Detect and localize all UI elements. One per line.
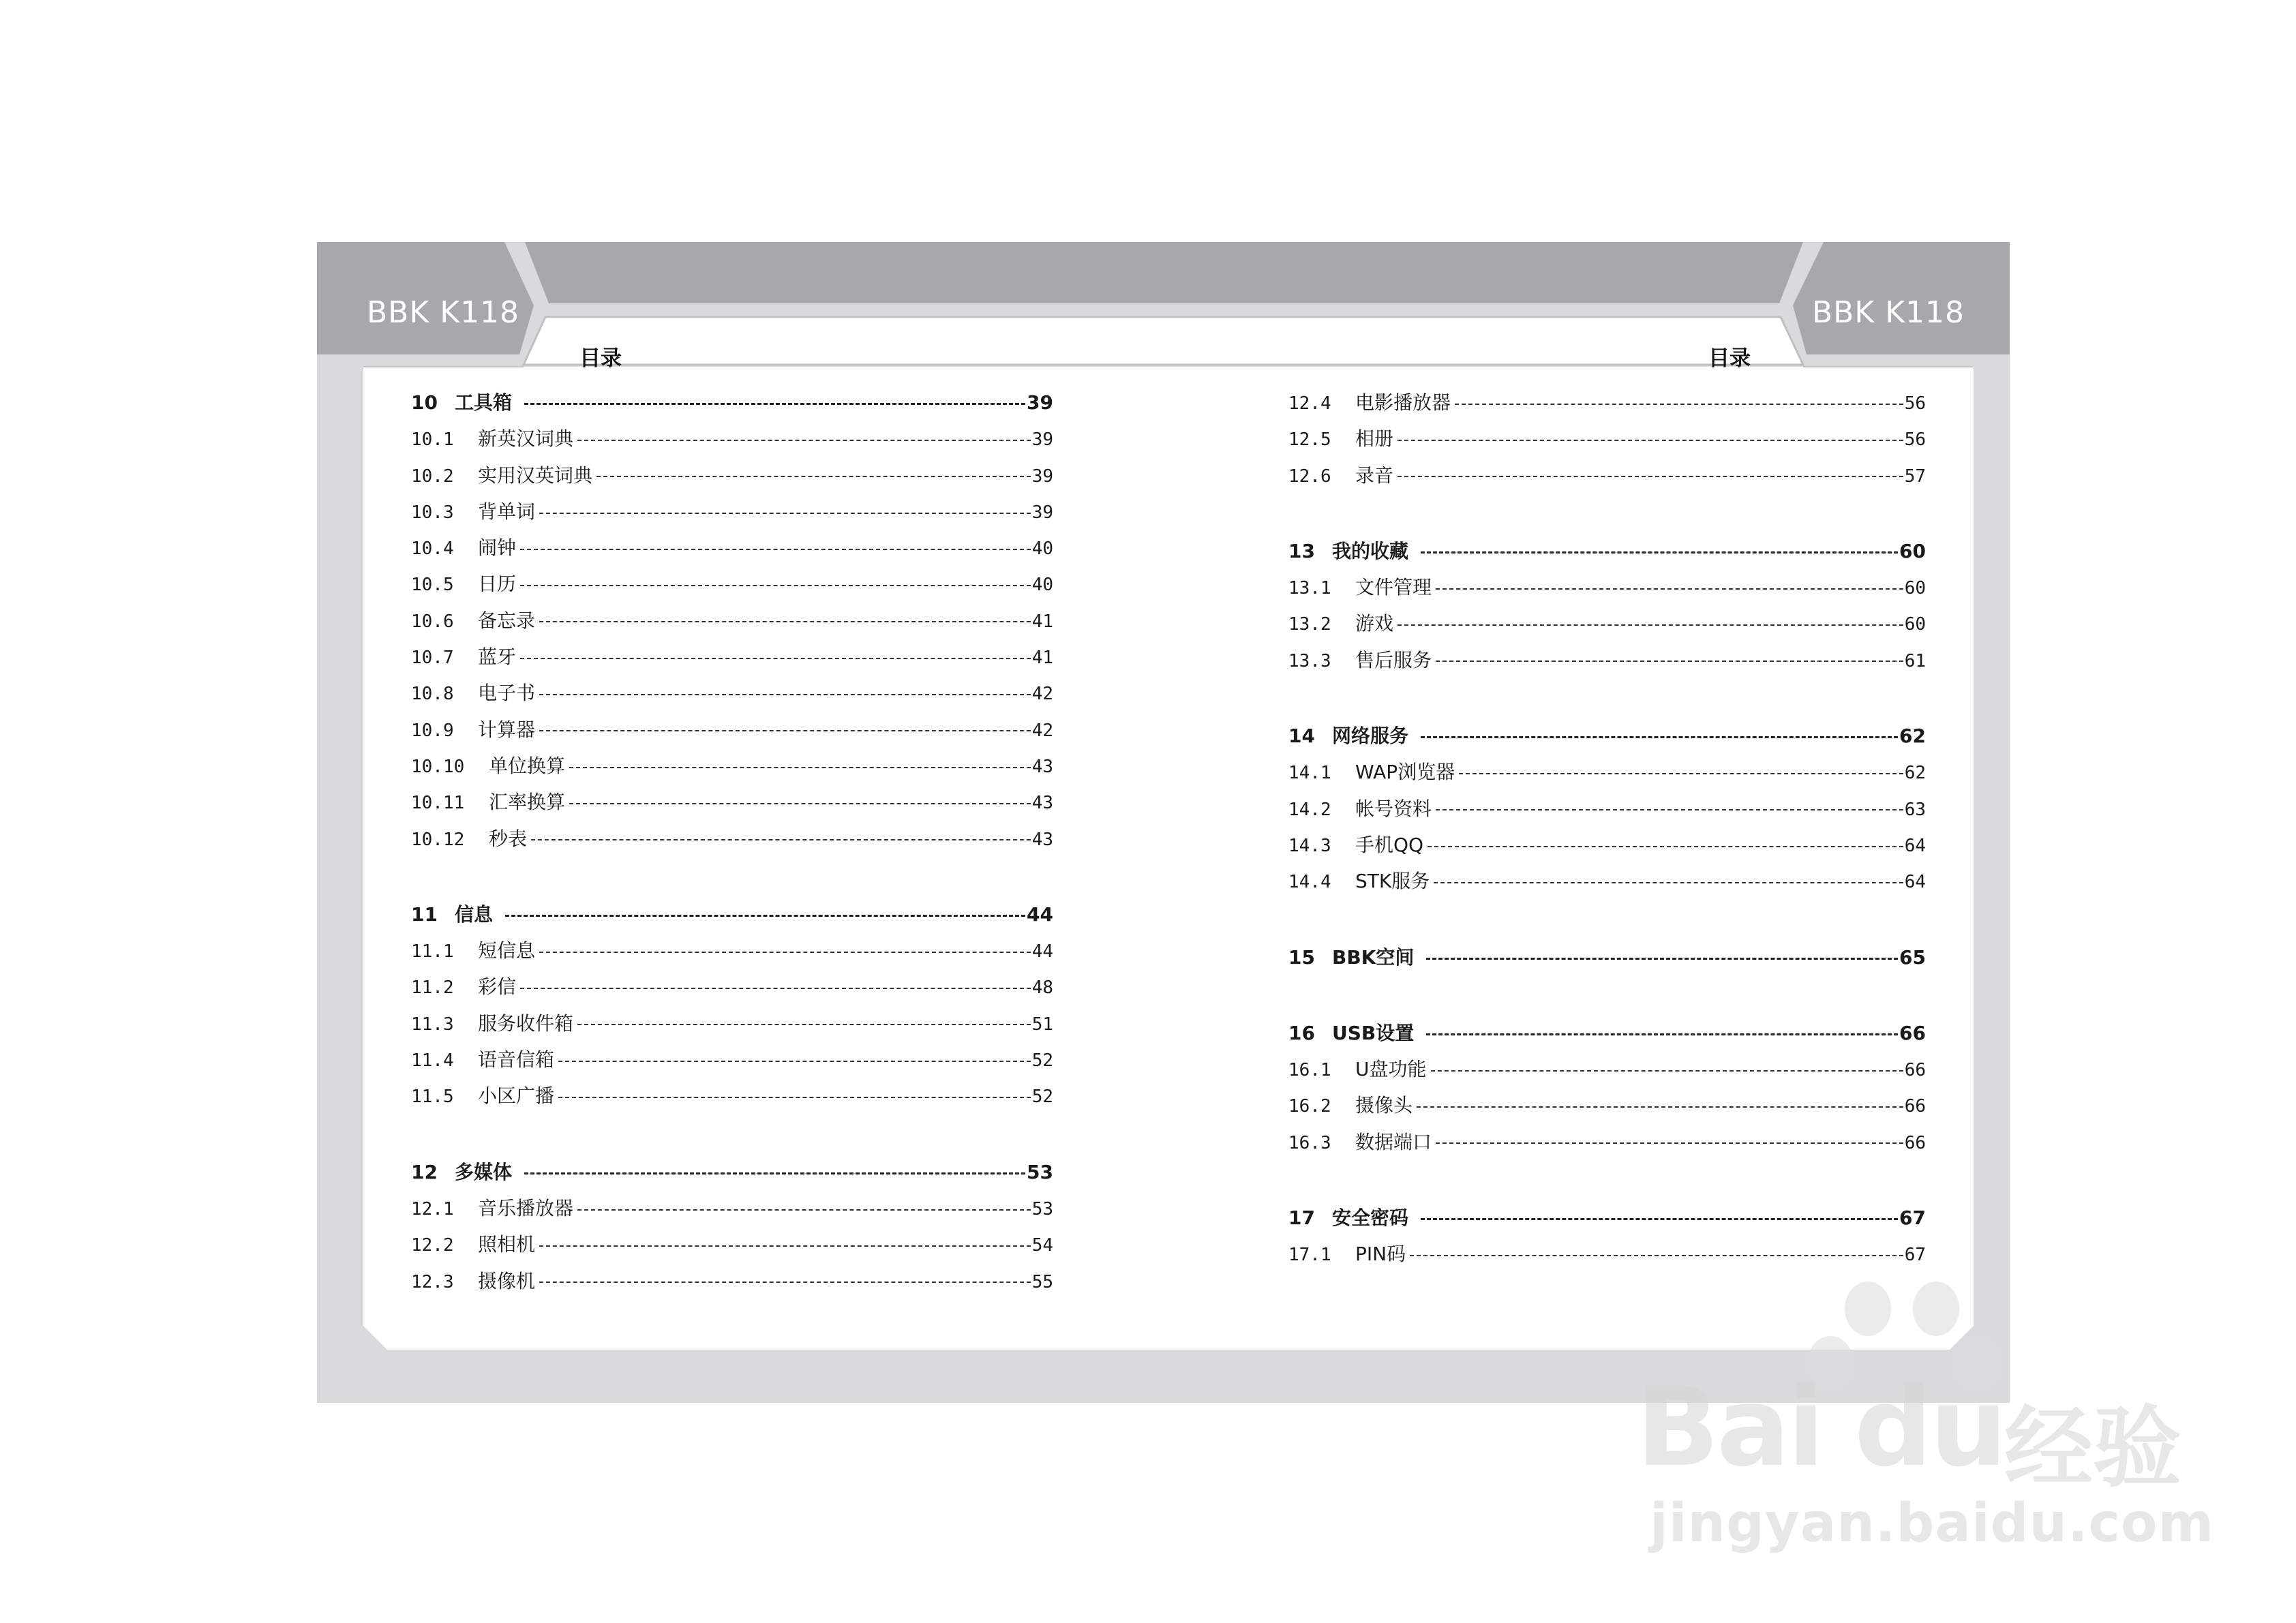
toc-number: 12.5 [1288,429,1331,451]
toc-spacer [411,1114,1053,1154]
toc-spacer [1288,678,1926,718]
toc-dash-leader [1428,846,1903,847]
toc-dash-leader [539,730,1031,731]
toc-spacer [1288,494,1926,533]
toc-chapter-row [1288,939,1926,975]
toc-title: 计算器 [478,718,536,741]
toc-title: 多媒体 [455,1160,513,1183]
toc-title: 帐号资料 [1355,797,1432,820]
toc-number: 10.3 [411,502,454,523]
toc-title: 服务收件箱 [478,1012,574,1035]
toc-dash-leader [505,915,1025,917]
toc-number: 10.5 [411,575,454,596]
toc-title: 照相机 [478,1233,536,1256]
watermark-suffix: 经验 [2004,1396,2182,1500]
toc-page-number: 41 [1031,648,1053,669]
title-strip [524,317,1803,365]
toc-page-number: 41 [1031,611,1053,632]
toc-number: 16 [1288,1021,1315,1044]
toc-number: 10 [411,391,438,414]
toc-number: 13.3 [1288,650,1331,671]
toc-dash-leader [577,440,1031,441]
toc-entry-row [1288,1124,1926,1160]
toc-dash-leader [596,476,1031,477]
toc-page-number: 61 [1904,650,1926,671]
toc-page-number: 40 [1031,575,1053,596]
toc-title: 音乐播放器 [478,1196,574,1219]
toc-title: 游戏 [1355,612,1394,635]
section-title-right: 目录 [1708,346,1751,371]
toc-entry-row [411,1078,1053,1114]
toc-entry-row [1288,863,1926,899]
toc-number: 12.6 [1288,466,1331,487]
toc-title: STK服务 [1355,870,1430,893]
toc-entry-row [411,932,1053,969]
toc-dash-leader [539,1245,1031,1247]
toc-page-number: 57 [1904,466,1926,487]
baidu-jingyan-watermark [1636,1281,2214,1568]
toc-dash-leader [539,621,1031,622]
toc-dash-leader [520,658,1031,659]
toc-number: 10.7 [411,648,454,669]
toc-dash-leader [531,839,1031,840]
toc-title: 摄像机 [478,1269,536,1292]
toc-dash-leader [1431,1070,1903,1072]
toc-spacer [1288,900,1926,939]
toc-dash-leader [520,549,1031,550]
toc-entry-row [411,1226,1053,1262]
toc-number: 10.10 [411,756,465,777]
toc-page-number: 66 [1899,1021,1926,1044]
toc-dash-leader [1436,588,1903,590]
toc-title: 实用汉英词典 [478,464,593,487]
toc-entry-row [1288,791,1926,827]
toc-title: 背单词 [478,500,536,523]
toc-dash-leader [1398,624,1903,626]
watermark-logo-text: Bai [1636,1363,1822,1491]
toc-number: 16.1 [1288,1060,1331,1081]
toc-page-number: 56 [1904,429,1926,451]
toc-dash-leader [1436,661,1903,662]
toc-page-number: 42 [1031,720,1053,741]
toc-title: 备忘录 [478,609,536,632]
toc-page-number: 53 [1031,1198,1053,1219]
toc-right-column [1288,384,1926,1273]
toc-number: 16.2 [1288,1096,1331,1117]
toc-chapter-row [1288,1200,1926,1236]
toc-entry-row [411,712,1053,748]
toc-dash-leader [524,403,1025,405]
toc-dash-leader [1398,440,1903,441]
toc-title: 彩信 [478,975,517,999]
toc-title: 电影播放器 [1355,391,1451,414]
toc-entry-row [411,494,1053,530]
toc-page-number: 52 [1031,1087,1053,1108]
toc-entry-row [411,639,1053,675]
toc-title: 闹钟 [478,536,517,560]
toc-number: 13.1 [1288,578,1331,599]
toc-entry-row [411,1190,1053,1226]
toc-entry-row [411,969,1053,1005]
toc-title: U盘功能 [1355,1058,1427,1081]
toc-title: 相册 [1355,427,1394,451]
toc-page-number: 60 [1904,578,1926,599]
toc-entry-row [411,566,1053,602]
toc-chapter-row [1288,533,1926,569]
toc-page-number: 44 [1027,902,1053,926]
toc-dash-leader [1459,773,1903,774]
toc-page-number: 44 [1031,941,1053,962]
toc-number: 14.4 [1288,872,1331,893]
toc-page-number: 54 [1031,1235,1053,1256]
toc-left-column [411,384,1053,1299]
toc-title: 信息 [455,902,494,926]
toc-number: 10.8 [411,684,454,705]
toc-dash-leader [1426,1033,1898,1035]
toc-spacer [1288,1160,1926,1200]
toc-page-number: 51 [1031,1014,1053,1035]
toc-dash-leader [1421,1218,1898,1220]
toc-number: 14 [1288,725,1315,748]
toc-title: 网络服务 [1332,725,1409,748]
toc-page-number: 53 [1027,1160,1053,1183]
toc-page-number: 64 [1904,872,1926,893]
toc-title: 安全密码 [1332,1207,1409,1230]
toc-entry-row [411,530,1053,566]
toc-entry-row [411,1042,1053,1078]
toc-page-number: 64 [1904,835,1926,856]
toc-entry-row [411,1005,1053,1042]
toc-dash-leader [539,1281,1031,1283]
toc-dash-leader [520,988,1031,989]
toc-number: 10.12 [411,829,465,850]
toc-dash-leader [1426,958,1898,960]
toc-entry-row [411,821,1053,857]
toc-number: 10.6 [411,611,454,632]
toc-title: PIN码 [1355,1243,1406,1266]
toc-chapter-row [1288,718,1926,754]
toc-number: 10.2 [411,466,454,487]
toc-page-number: 66 [1904,1132,1926,1153]
toc-chapter-row [411,1154,1053,1190]
toc-dash-leader [577,1209,1031,1211]
toc-number: 11 [411,902,438,926]
toc-entry-row [1288,384,1926,421]
brand-label-right: BBK K118 [1812,295,1965,330]
toc-title: 秒表 [489,827,528,850]
toc-entry-row [1288,1236,1926,1272]
section-title-left: 目录 [579,346,622,371]
toc-number: 11.4 [411,1050,454,1072]
toc-title: 小区广播 [478,1084,555,1108]
toc-number: 11.3 [411,1014,454,1035]
toc-page-number: 43 [1031,793,1053,814]
toc-dash-leader [539,952,1031,953]
toc-page-number: 62 [1899,725,1926,748]
toc-number: 14.3 [1288,835,1331,856]
toc-number: 10.11 [411,793,465,814]
toc-entry-row [411,1263,1053,1299]
toc-dash-leader [520,585,1031,586]
toc-number: 17.1 [1288,1245,1331,1266]
toc-title: 短信息 [478,939,536,962]
toc-page-number: 55 [1031,1271,1053,1292]
toc-number: 16.3 [1288,1132,1331,1153]
toc-page-number: 40 [1031,539,1053,560]
toc-page-number: 65 [1899,945,1926,969]
toc-dash-leader [1410,1255,1903,1256]
toc-dash-leader [539,513,1031,514]
toc-number: 12 [411,1160,438,1183]
toc-number: 10.4 [411,539,454,560]
toc-chapter-row [411,384,1053,421]
toc-page-number: 67 [1899,1207,1926,1230]
toc-number: 11.5 [411,1087,454,1108]
toc-number: 12.2 [411,1235,454,1256]
toc-entry-row [1288,457,1926,494]
toc-page-number: 66 [1904,1060,1926,1081]
toc-number: 11.1 [411,941,454,962]
toc-entry-row [1288,642,1926,678]
toc-dash-leader [1421,736,1898,738]
toc-number: 13.2 [1288,614,1331,635]
toc-title: 日历 [478,573,517,596]
toc-entry-row [411,675,1053,711]
toc-entry-row [1288,569,1926,605]
toc-page-number: 43 [1031,756,1053,777]
toc-entry-row [1288,605,1926,641]
toc-dash-leader [539,694,1031,695]
toc-page-number: 48 [1031,977,1053,999]
watermark-logo-text-2: du [1854,1363,2005,1491]
toc-title: 工具箱 [455,391,513,414]
toc-page-number: 42 [1031,684,1053,705]
toc-title: 汇率换算 [489,791,566,814]
toc-title: 售后服务 [1355,648,1432,671]
toc-title: 摄像头 [1355,1094,1413,1117]
toc-spacer [411,857,1053,896]
toc-title: 语音信箱 [478,1048,555,1072]
center-top-band [525,242,1803,303]
toc-dash-leader [1436,809,1903,810]
toc-dash-leader [1421,551,1898,553]
toc-chapter-row [411,896,1053,932]
toc-number: 14.1 [1288,763,1331,784]
toc-page-number: 39 [1027,391,1053,414]
toc-dash-leader [1434,882,1903,883]
toc-entry-row [1288,421,1926,457]
toc-number: 14.2 [1288,799,1331,820]
toc-title: 电子书 [478,682,536,705]
toc-entry-row [1288,1087,1926,1123]
toc-page-number: 39 [1031,502,1053,523]
brand-label-left: BBK K118 [367,295,520,330]
toc-entry-row [411,421,1053,457]
toc-page-number: 60 [1904,614,1926,635]
toc-entry-row [1288,827,1926,863]
toc-chapter-row [1288,1015,1926,1051]
toc-page-number: 56 [1904,393,1926,414]
toc-entry-row [1288,754,1926,790]
toc-entry-row [411,603,1053,639]
toc-title: 数据端口 [1355,1130,1432,1153]
toc-number: 12.1 [411,1198,454,1219]
toc-page-number: 66 [1904,1096,1926,1117]
toc-page-number: 39 [1031,429,1053,451]
toc-title: 手机QQ [1355,833,1424,856]
watermark-url: jingyan.baidu.com [1650,1493,2214,1554]
toc-page-number: 62 [1904,763,1926,784]
toc-entry-row [1288,1051,1926,1087]
toc-title: 我的收藏 [1332,539,1409,562]
toc-spacer [1288,975,1926,1015]
toc-entry-row [411,457,1053,494]
toc-dash-leader [558,1097,1031,1098]
toc-dash-leader [1398,476,1903,477]
toc-title: 蓝牙 [478,646,517,669]
toc-entry-row [411,784,1053,820]
toc-title: 新英汉词典 [478,427,574,451]
toc-title: WAP浏览器 [1355,761,1455,784]
toc-number: 10.1 [411,429,454,451]
toc-dash-leader [569,767,1031,768]
toc-title: BBK空间 [1332,945,1415,969]
toc-number: 17 [1288,1207,1315,1230]
toc-entry-row [411,748,1053,784]
toc-number: 13 [1288,539,1315,562]
toc-dash-leader [1436,1142,1903,1144]
toc-title: USB设置 [1332,1021,1415,1044]
toc-title: 单位换算 [489,754,566,777]
toc-dash-leader [1455,404,1903,405]
toc-number: 12.3 [411,1271,454,1292]
toc-page-number: 52 [1031,1050,1053,1072]
toc-number: 10.9 [411,720,454,741]
toc-dash-leader [524,1172,1025,1174]
toc-number: 11.2 [411,977,454,999]
toc-dash-leader [577,1024,1031,1025]
toc-page-number: 43 [1031,829,1053,850]
toc-page-number: 67 [1904,1245,1926,1266]
toc-title: 文件管理 [1355,576,1432,599]
toc-dash-leader [569,803,1031,804]
toc-page-number: 39 [1031,466,1053,487]
toc-dash-leader [558,1061,1031,1062]
toc-dash-leader [1417,1106,1903,1108]
toc-title: 录音 [1355,464,1394,487]
toc-number: 15 [1288,945,1315,969]
toc-page-number: 63 [1904,799,1926,820]
toc-number: 12.4 [1288,393,1331,414]
toc-page-number: 60 [1899,539,1926,562]
